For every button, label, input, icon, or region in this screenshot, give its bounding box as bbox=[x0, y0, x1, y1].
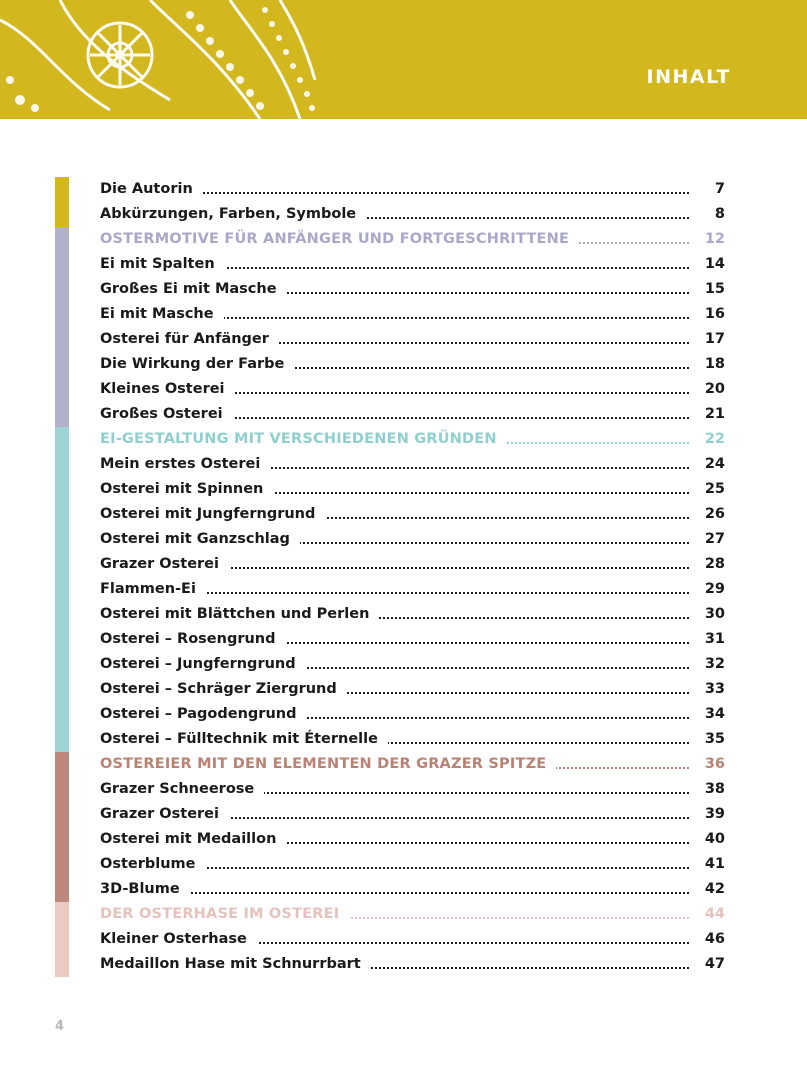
toc-entry-page: 29 bbox=[699, 580, 725, 599]
page-number: 4 bbox=[55, 1019, 65, 1034]
toc-entry-page: 8 bbox=[709, 205, 725, 224]
section-color-bar bbox=[55, 352, 69, 377]
toc-entry-title: Grazer Osterei bbox=[100, 805, 229, 824]
toc-entry-title: Osterei – Rosengrund bbox=[100, 630, 286, 649]
toc-entry-title: Osterei – Schräger Ziergrund bbox=[100, 680, 347, 699]
toc-entry-title: Flammen-Ei bbox=[100, 580, 206, 599]
toc-entry[interactable] bbox=[55, 477, 735, 502]
toc-entry-title: Osterei – Jungferngrund bbox=[100, 655, 306, 674]
section-color-bar bbox=[55, 777, 69, 802]
section-color-bar bbox=[55, 727, 69, 752]
toc-entry-page: 27 bbox=[699, 530, 725, 549]
toc-entry-page: 35 bbox=[699, 730, 725, 749]
toc-entry-title: Großes Ei mit Masche bbox=[100, 280, 287, 299]
toc-entry[interactable] bbox=[55, 952, 735, 977]
toc-entry-page: 46 bbox=[699, 930, 725, 949]
toc-entry-page: 15 bbox=[699, 280, 725, 299]
toc-entry-page: 44 bbox=[699, 905, 725, 924]
toc-entry[interactable] bbox=[55, 552, 735, 577]
page-title: INHALT bbox=[646, 66, 731, 88]
toc-entry-page: 31 bbox=[699, 630, 725, 649]
toc-entry-title: Osterei mit Spinnen bbox=[100, 480, 273, 499]
toc-entry-page: 17 bbox=[699, 330, 725, 349]
toc-entry-page: 42 bbox=[699, 880, 725, 899]
toc-entry[interactable] bbox=[55, 252, 735, 277]
section-color-bar bbox=[55, 277, 69, 302]
section-color-bar bbox=[55, 177, 69, 202]
toc-entry[interactable] bbox=[55, 327, 735, 352]
section-color-bar bbox=[55, 477, 69, 502]
toc-entry-page: 7 bbox=[709, 180, 725, 199]
toc-section-heading[interactable] bbox=[55, 752, 735, 777]
toc-entry[interactable] bbox=[55, 777, 735, 802]
toc-entry-title: Osterei – Pagodengrund bbox=[100, 705, 306, 724]
dot-leader bbox=[115, 892, 689, 894]
toc-entry-title: Osterei mit Medaillon bbox=[100, 830, 286, 849]
toc-entry-title: Medaillon Hase mit Schnurrbart bbox=[100, 955, 371, 974]
section-color-bar bbox=[55, 252, 69, 277]
toc-entry[interactable] bbox=[55, 677, 735, 702]
toc-entry[interactable] bbox=[55, 377, 735, 402]
toc-entry-page: 38 bbox=[699, 780, 725, 799]
toc-entry[interactable] bbox=[55, 852, 735, 877]
section-color-bar bbox=[55, 302, 69, 327]
toc-entry[interactable] bbox=[55, 877, 735, 902]
table-of-contents bbox=[55, 177, 735, 977]
section-color-bar bbox=[55, 502, 69, 527]
toc-entry-title: Ei mit Masche bbox=[100, 305, 224, 324]
toc-entry-title: 3D-Blume bbox=[100, 880, 190, 899]
toc-entry-title: Mein erstes Osterei bbox=[100, 455, 270, 474]
toc-entry[interactable] bbox=[55, 202, 735, 227]
toc-entry[interactable] bbox=[55, 727, 735, 752]
toc-entry-title: Kleines Osterei bbox=[100, 380, 235, 399]
toc-entry-title: OSTERMOTIVE FÜR ANFÄNGER UND FORTGESCHRITTENE bbox=[100, 230, 579, 249]
toc-entry-title: Osterei – Fülltechnik mit Éternelle bbox=[100, 730, 388, 749]
section-color-bar bbox=[55, 677, 69, 702]
toc-entry-title: OSTEREIER MIT DEN ELEMENTEN DER GRAZER SPITZE bbox=[100, 755, 556, 774]
toc-entry-page: 32 bbox=[699, 655, 725, 674]
toc-entry-title: Großes Osterei bbox=[100, 405, 233, 424]
toc-entry-title: Die Wirkung der Farbe bbox=[100, 355, 294, 374]
section-color-bar bbox=[55, 327, 69, 352]
toc-entry[interactable] bbox=[55, 277, 735, 302]
toc-entry[interactable] bbox=[55, 527, 735, 552]
section-color-bar bbox=[55, 577, 69, 602]
section-color-bar bbox=[55, 802, 69, 827]
toc-entry[interactable] bbox=[55, 927, 735, 952]
toc-entry-title: Grazer Schneerose bbox=[100, 780, 264, 799]
toc-entry-page: 30 bbox=[699, 605, 725, 624]
toc-entry[interactable] bbox=[55, 827, 735, 852]
toc-entry-page: 14 bbox=[699, 255, 725, 274]
toc-entry[interactable] bbox=[55, 352, 735, 377]
section-color-bar bbox=[55, 227, 69, 252]
section-color-bar bbox=[55, 827, 69, 852]
section-color-bar bbox=[55, 927, 69, 952]
section-color-bar bbox=[55, 877, 69, 902]
toc-entry-page: 25 bbox=[699, 480, 725, 499]
toc-entry-title: Die Autorin bbox=[100, 180, 203, 199]
toc-entry[interactable] bbox=[55, 502, 735, 527]
toc-entry[interactable] bbox=[55, 177, 735, 202]
toc-entry[interactable] bbox=[55, 452, 735, 477]
toc-entry-page: 21 bbox=[699, 405, 725, 424]
toc-entry[interactable] bbox=[55, 802, 735, 827]
toc-entry-page: 33 bbox=[699, 680, 725, 699]
toc-entry-page: 36 bbox=[699, 755, 725, 774]
toc-section-heading[interactable] bbox=[55, 427, 735, 452]
toc-entry[interactable] bbox=[55, 702, 735, 727]
section-color-bar bbox=[55, 202, 69, 227]
toc-entry-page: 22 bbox=[699, 430, 725, 449]
toc-entry-title: Osterei mit Jungferngrund bbox=[100, 505, 325, 524]
toc-entry-page: 18 bbox=[699, 355, 725, 374]
section-color-bar bbox=[55, 377, 69, 402]
toc-entry-page: 26 bbox=[699, 505, 725, 524]
toc-entry-page: 12 bbox=[699, 230, 725, 249]
section-color-bar bbox=[55, 852, 69, 877]
toc-entry[interactable] bbox=[55, 652, 735, 677]
toc-entry[interactable] bbox=[55, 577, 735, 602]
header-banner bbox=[0, 0, 807, 119]
toc-entry-page: 41 bbox=[699, 855, 725, 874]
section-color-bar bbox=[55, 402, 69, 427]
toc-section-heading[interactable] bbox=[55, 227, 735, 252]
section-color-bar bbox=[55, 452, 69, 477]
toc-entry-title: Abkürzungen, Farben, Symbole bbox=[100, 205, 366, 224]
toc-entry-page: 20 bbox=[699, 380, 725, 399]
toc-entry[interactable] bbox=[55, 627, 735, 652]
toc-entry-title: Osterei für Anfänger bbox=[100, 330, 279, 349]
toc-entry-title: Ei mit Spalten bbox=[100, 255, 225, 274]
section-color-bar bbox=[55, 652, 69, 677]
toc-entry-title: Grazer Osterei bbox=[100, 555, 229, 574]
section-color-bar bbox=[55, 902, 69, 927]
toc-entry-title: Osterei mit Ganzschlag bbox=[100, 530, 300, 549]
toc-entry-page: 24 bbox=[699, 455, 725, 474]
section-color-bar bbox=[55, 602, 69, 627]
section-color-bar bbox=[55, 627, 69, 652]
section-color-bar bbox=[55, 552, 69, 577]
toc-entry[interactable] bbox=[55, 402, 735, 427]
section-color-bar bbox=[55, 952, 69, 977]
section-color-bar bbox=[55, 702, 69, 727]
toc-entry[interactable] bbox=[55, 602, 735, 627]
toc-entry-title: EI-GESTALTUNG MIT VERSCHIEDENEN GRÜNDEN bbox=[100, 430, 507, 449]
toc-entry-page: 28 bbox=[699, 555, 725, 574]
lace-decoration-image bbox=[0, 0, 330, 119]
toc-entry-title: DER OSTERHASE IM OSTEREI bbox=[100, 905, 349, 924]
toc-entry-page: 40 bbox=[699, 830, 725, 849]
section-color-bar bbox=[55, 527, 69, 552]
section-color-bar bbox=[55, 427, 69, 452]
toc-entry-page: 39 bbox=[699, 805, 725, 824]
toc-entry-title: Osterei mit Blättchen und Perlen bbox=[100, 605, 379, 624]
toc-entry-page: 47 bbox=[699, 955, 725, 974]
toc-entry-page: 34 bbox=[699, 705, 725, 724]
toc-section-heading[interactable] bbox=[55, 902, 735, 927]
section-color-bar bbox=[55, 752, 69, 777]
toc-entry[interactable] bbox=[55, 302, 735, 327]
toc-entry-title: Osterblume bbox=[100, 855, 206, 874]
toc-entry-title: Kleiner Osterhase bbox=[100, 930, 257, 949]
toc-entry-page: 16 bbox=[699, 305, 725, 324]
